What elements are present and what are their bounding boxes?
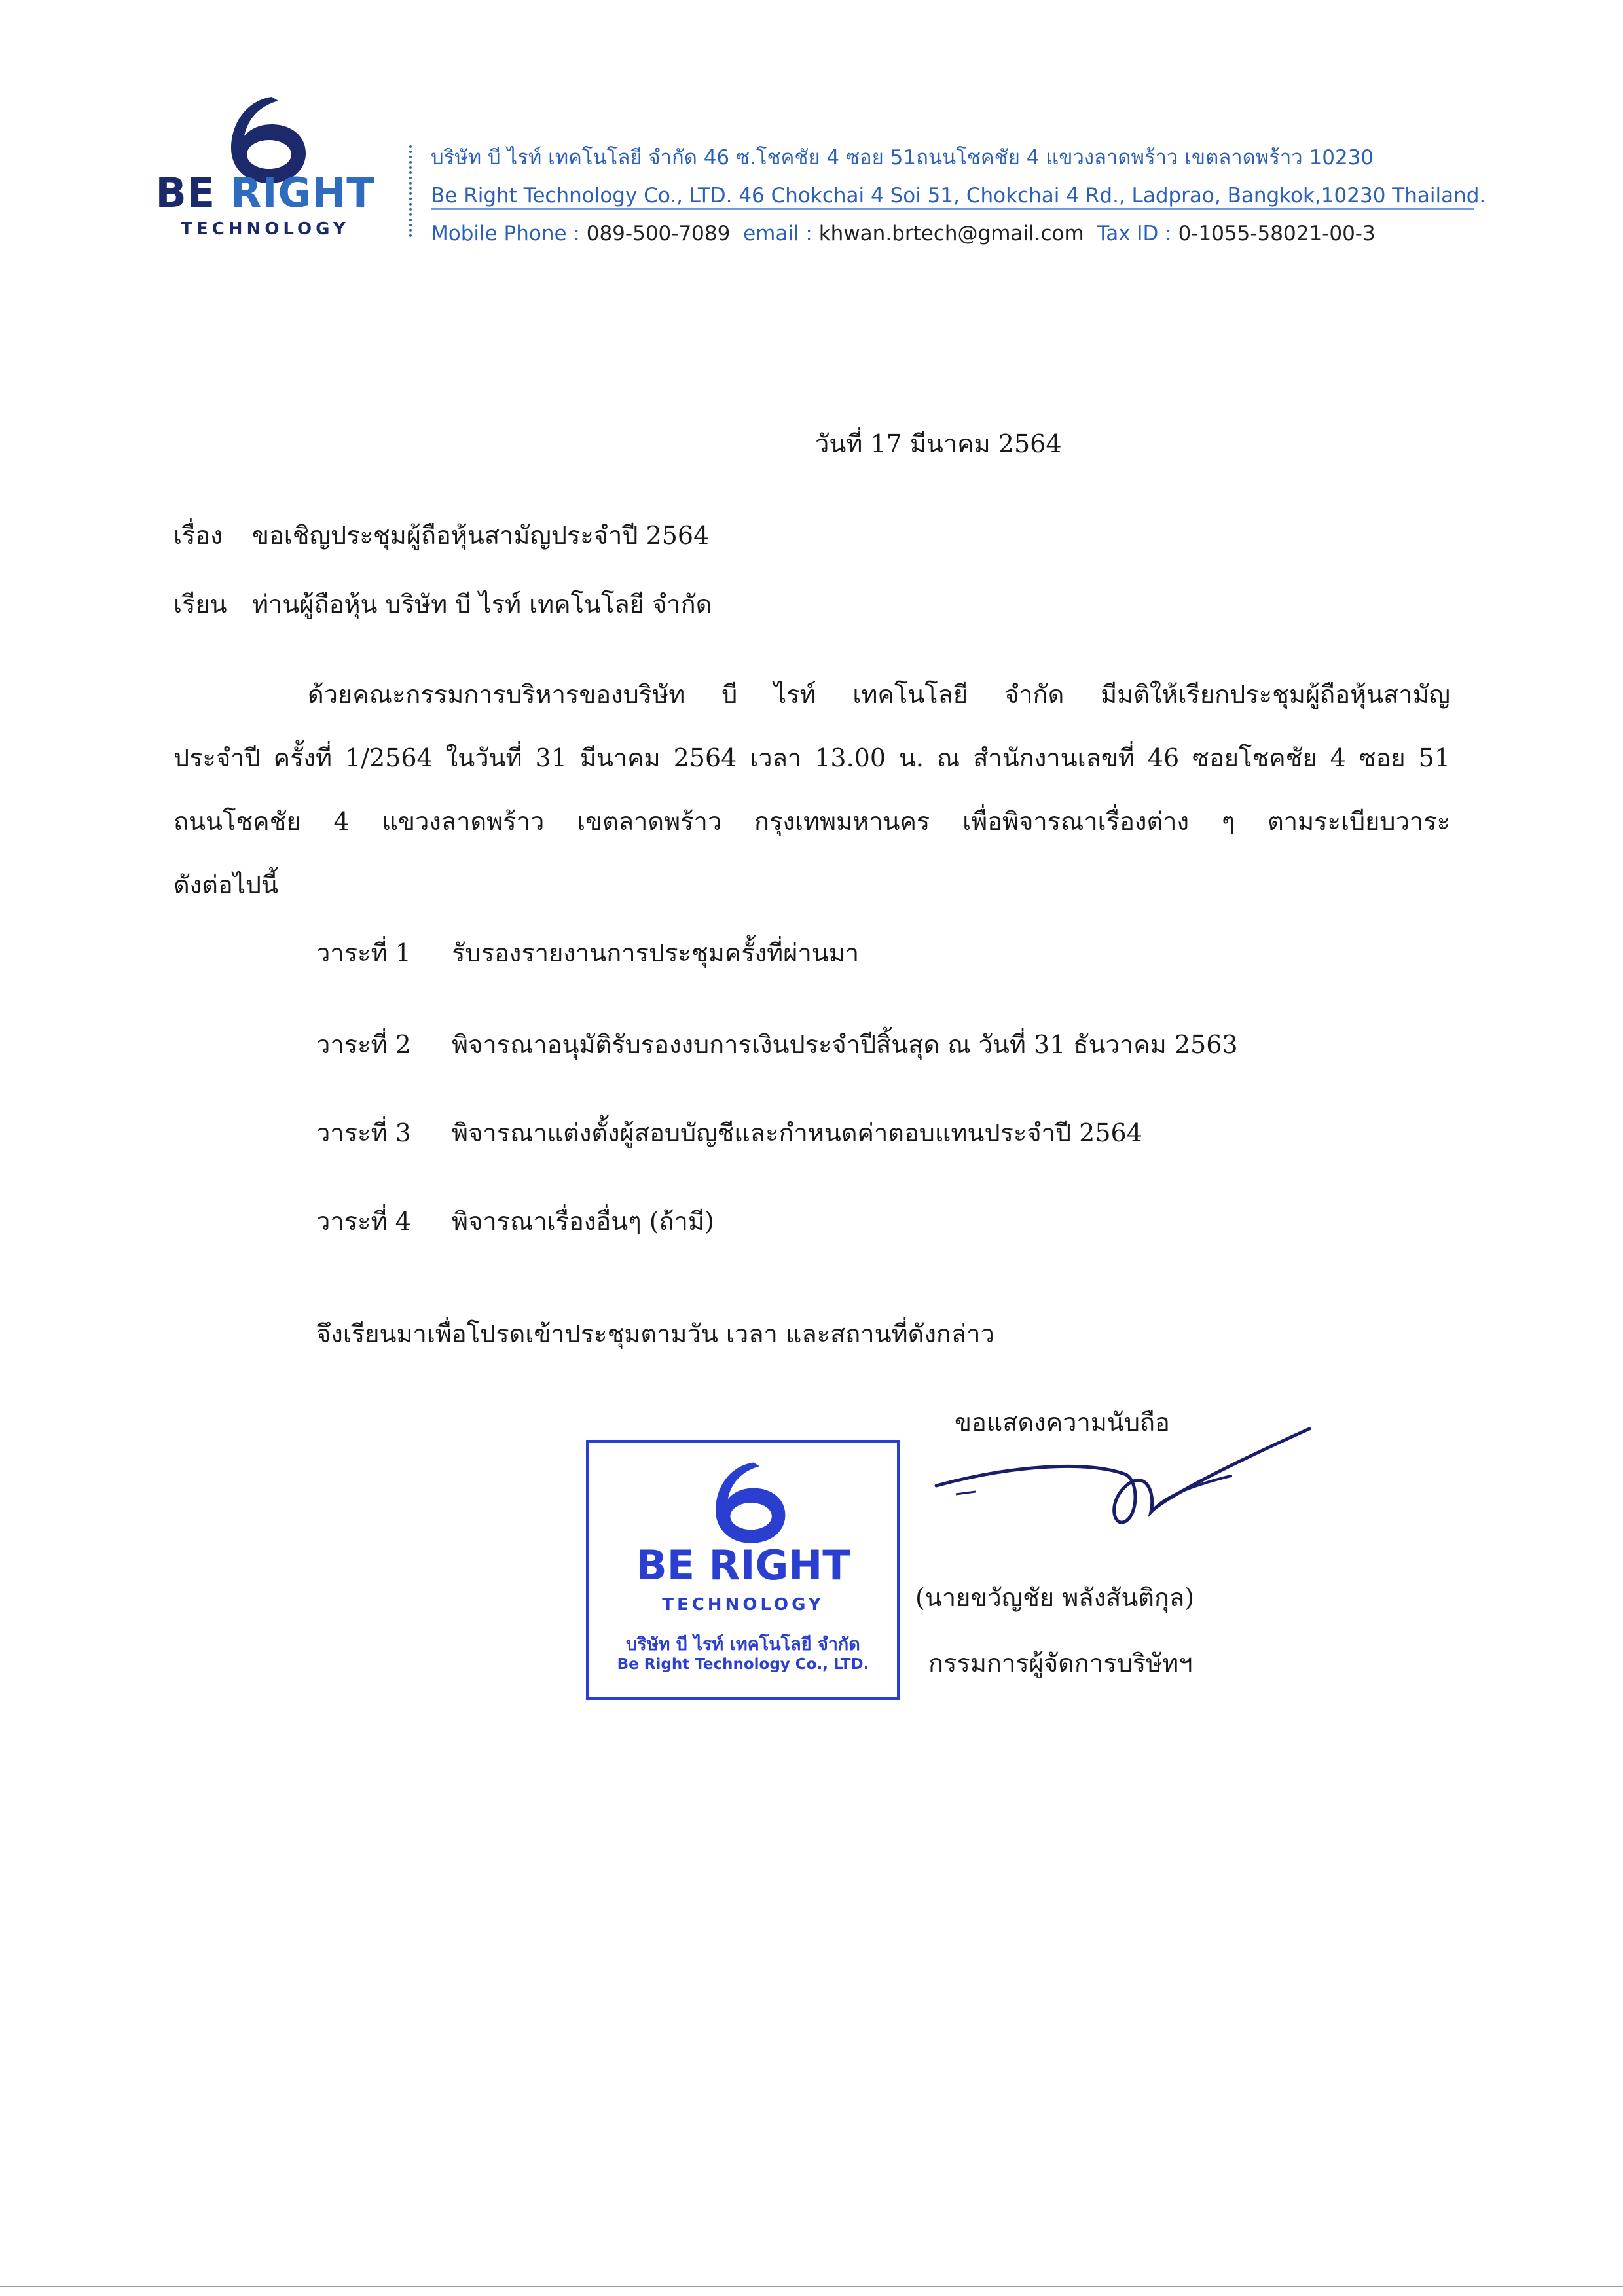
- stamp-word-right: RIGHT: [708, 1541, 850, 1589]
- stamp-subtitle: TECHNOLOGY: [662, 1595, 824, 1615]
- body-line: ประจำปี ครั้งที่ 1/2564 ในวันที่ 31 มีนาคม 2564 เวลา 13.00 น. ณ สำนักงานเลขที่ 46 ซอยโชคชัย 4 ซอย 51: [173, 744, 1450, 772]
- stamp-name-th: บริษัท บี ไรท์ เทคโนโลยี จำกัด: [626, 1634, 860, 1655]
- recipient-text: ท่านผู้ถือหุ้น บริษัท บี ไรท์ เทคโนโลยี จำกัด: [252, 590, 712, 619]
- agenda-text: พิจารณาอนุมัติรับรองงบการเงินประจำปีสิ้นสุด ณ วันที่ 31 ธันวาคม 2563: [452, 1030, 1238, 1059]
- agenda-text: พิจารณาเรื่องอื่นๆ (ถ้ามี): [452, 1207, 714, 1236]
- signer-name: (นายขวัญชัย พลังสันติกุล): [915, 1583, 1195, 1612]
- body-line: ดังต่อไปนี้: [173, 870, 278, 899]
- stamp-word-be: BE: [636, 1541, 695, 1589]
- email-label: email :: [743, 222, 812, 245]
- tax-id: 0-1055-58021-00-3: [1178, 222, 1376, 245]
- recipient-label: เรียน: [173, 590, 227, 619]
- agenda-number: วาระที่ 4: [316, 1207, 411, 1236]
- company-logo: [134, 92, 396, 242]
- signature-image: [930, 1424, 1322, 1574]
- page-edge-line: [0, 2286, 1623, 2287]
- subject-text: ขอเชิญประชุมผู้ถือหุ้นสามัญประจำปี 2564: [252, 521, 710, 550]
- signer-position: กรรมการผู้จัดการบริษัทฯ: [928, 1649, 1193, 1677]
- stamp-name-en: Be Right Technology Co., LTD.: [617, 1656, 869, 1673]
- logo-word-be: BE: [155, 169, 216, 217]
- letterhead-contact-line: [431, 215, 1609, 253]
- mobile-number: 089-500-7089: [586, 222, 731, 245]
- agenda-number: วาระที่ 3: [316, 1119, 411, 1147]
- subject-label: เรื่อง: [173, 521, 223, 550]
- letterhead-address-th: บริษัท บี ไรท์ เทคโนโลยี จำกัด 46 ซ.โชคชัย 4 ซอย 51ถนนโชคชัย 4 แขวงลาดพร้าว เขตลาดพร้าว 10230: [431, 146, 1374, 170]
- agenda-text: พิจารณาแต่งตั้งผู้สอบบัญชีและกำหนดค่าตอบแทนประจำปี 2564: [452, 1119, 1142, 1147]
- logo-subtitle: TECHNOLOGY: [181, 219, 350, 239]
- agenda-number: วาระที่ 2: [316, 1030, 411, 1059]
- closing-text: จึงเรียนมาเพื่อโปรดเข้าประชุมตามวัน เวลา และสถานที่ดังกล่าว: [316, 1319, 994, 1348]
- body-line: ถนนโชคชัย 4 แขวงลาดพร้าว เขตลาดพร้าว กรุงเทพมหานคร เพื่อพิจารณาเรื่องต่าง ๆ ตามระเบียบวาระ: [173, 807, 1450, 836]
- company-stamp: [586, 1440, 900, 1700]
- letterhead-rule: [431, 208, 1474, 210]
- stamp-brand: [589, 1541, 897, 1589]
- agenda-number: วาระที่ 1: [316, 939, 411, 967]
- email-address[interactable]: khwan.brtech@gmail.com: [818, 222, 1084, 245]
- regards-text: ขอแสดงความนับถือ: [955, 1408, 1170, 1437]
- letterhead-address-en: Be Right Technology Co., LTD. 46 Chokchai 4 Soi 51, Chokchai 4 Rd., Ladprao, Bangkok,10230 Thailand.: [431, 184, 1486, 207]
- tax-label: Tax ID :: [1097, 222, 1172, 245]
- body-line: ด้วยคณะกรรมการบริหารของบริษัท บี ไรท์ เทคโนโลยี จำกัด มีมติให้เรียกประชุมผู้ถือหุ้นสามัญ: [308, 680, 1450, 709]
- letterhead-contact: [431, 139, 1609, 253]
- mobile-label: Mobile Phone :: [431, 222, 580, 245]
- logo-word-right: RIGHT: [230, 169, 375, 217]
- agenda-text: รับรองรายงานการประชุมครั้งที่ผ่านมา: [452, 939, 860, 967]
- letter-date: วันที่ 17 มีนาคม 2564: [815, 429, 1062, 458]
- letterhead-divider: [409, 145, 412, 237]
- stamp-logo-icon: [697, 1458, 789, 1549]
